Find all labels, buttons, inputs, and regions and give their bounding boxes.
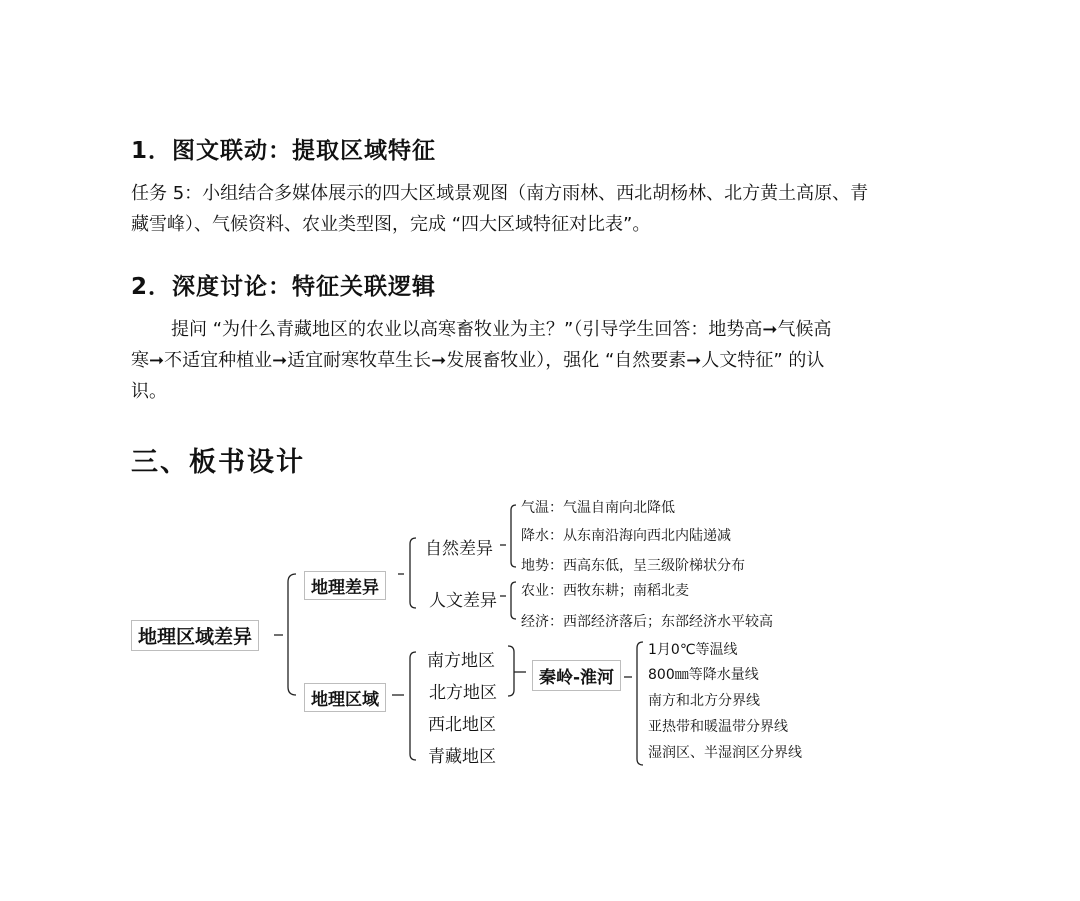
human-item-agriculture: 农业：西牧东耕；南稻北麦 bbox=[521, 583, 689, 599]
divider-item-isohyet: 800㎜等降水量线 bbox=[648, 667, 759, 683]
natural-item-precipitation: 降水：从东南沿海向西北内陆递减 bbox=[521, 528, 731, 544]
geo-difference-node: 地理差异 bbox=[304, 571, 386, 600]
section-heading-2: 2．深度讨论：特征关联逻辑 bbox=[131, 274, 437, 300]
human-item-economy: 经济：西部经济落后；东部经济水平较高 bbox=[521, 614, 773, 630]
paragraph-line: 识。 bbox=[131, 381, 167, 402]
paragraph-line: 提问 “为什么青藏地区的农业以高寒畜牧业为主？”（引导学生回答：地势高➞气候高 bbox=[171, 319, 832, 340]
paragraph-line: 寒➞不适宜种植业➞适宜耐寒牧草生长➞发展畜牧业），强化 “自然要素➞人文特征” 的认 bbox=[131, 350, 825, 371]
paragraph-line: 任务 5：小组结合多媒体展示的四大区域景观图（南方雨林、西北胡杨林、北方黄土高原、青 bbox=[131, 183, 869, 204]
divider-item-humid-zone: 湿润区、半湿润区分界线 bbox=[648, 745, 802, 761]
region-item-north: 北方地区 bbox=[429, 683, 497, 703]
geo-region-node: 地理区域 bbox=[304, 683, 386, 712]
human-difference-label: 人文差异 bbox=[429, 591, 497, 611]
region-item-qingzang: 青藏地区 bbox=[428, 747, 496, 767]
board-root-node: 地理区域差异 bbox=[131, 620, 259, 651]
section-heading-1: 1．图文联动：提取区域特征 bbox=[131, 138, 437, 164]
region-item-northwest: 西北地区 bbox=[428, 715, 496, 735]
divider-item-isotherm: 1月0℃等温线 bbox=[648, 642, 738, 658]
natural-item-temperature: 气温：气温自南向北降低 bbox=[521, 500, 675, 516]
region-item-south: 南方地区 bbox=[427, 651, 495, 671]
natural-item-terrain: 地势：西高东低，呈三级阶梯状分布 bbox=[521, 558, 745, 574]
paragraph-line: 藏雪峰）、气候资料、农业类型图，完成 “四大区域特征对比表”。 bbox=[131, 214, 651, 235]
natural-difference-label: 自然差异 bbox=[425, 539, 493, 559]
board-design-heading: 三、板书设计 bbox=[131, 447, 305, 478]
divider-item-climate-zone: 亚热带和暖温带分界线 bbox=[648, 719, 788, 735]
divider-item-south-north: 南方和北方分界线 bbox=[648, 693, 760, 709]
qinling-huaihe-node: 秦岭-淮河 bbox=[532, 660, 621, 691]
